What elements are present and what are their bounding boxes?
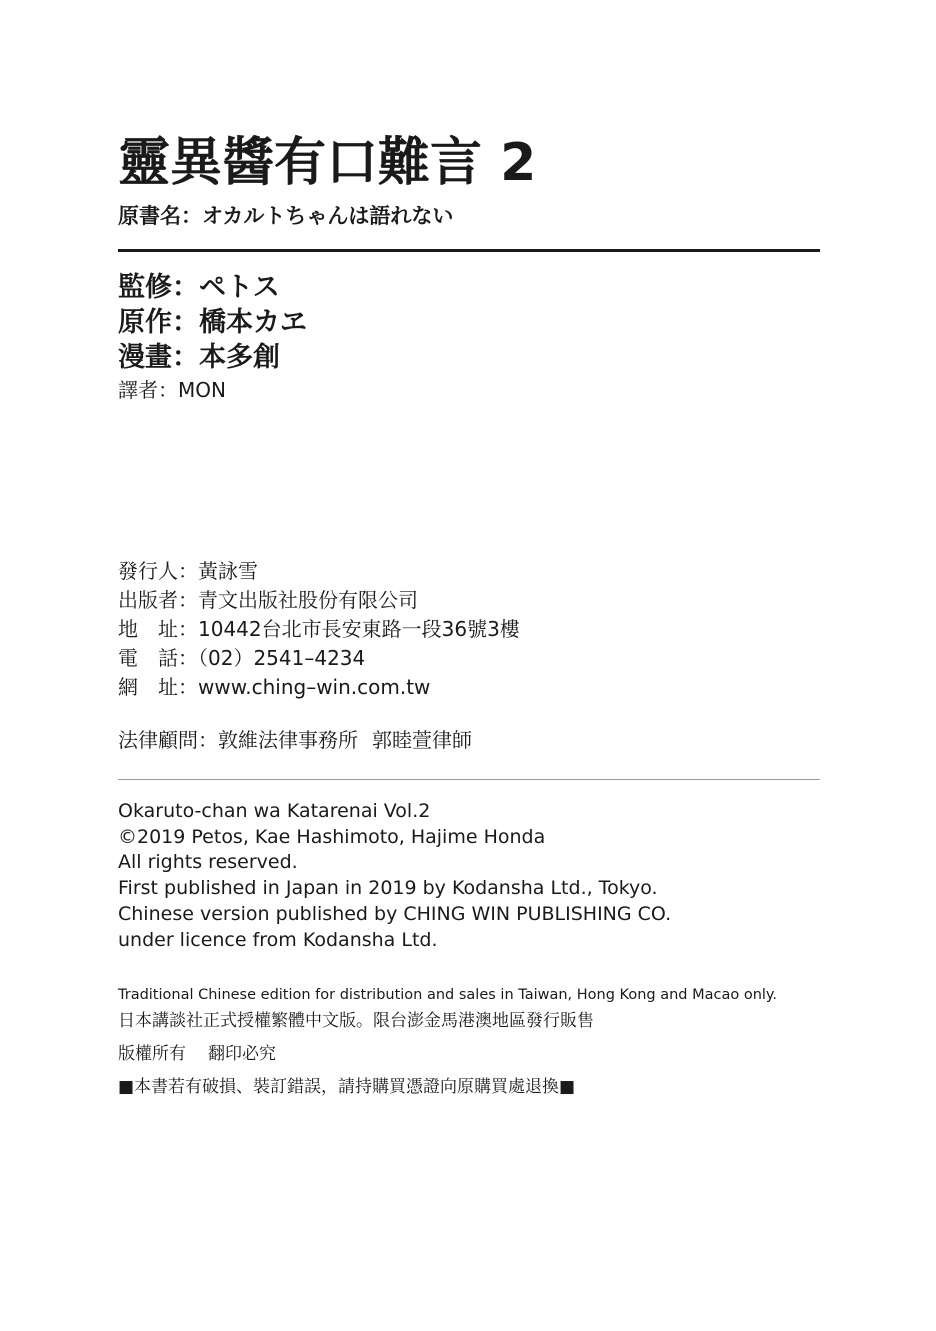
title-divider [118,249,820,252]
credit-translator: 譯者：MON [118,378,226,402]
legal-advisor [118,726,472,754]
distribution-english: Traditional Chinese edition for distribution and sales in Taiwan, Hong Kong and Macao only. [118,987,778,1003]
original-title: 原書名：オカルトちゃんは語れない [118,204,454,228]
credit-original-work: 原作：橋本カヱ [118,307,307,338]
english-credit-line: Okaruto-chan wa Katarenai Vol.2 [118,800,431,822]
copyright-page [118,0,820,1331]
english-credit-line: under licence from Kodansha Ltd. [118,928,438,951]
english-credit-line: Chinese version published by CHING WIN PUBLISHING CO. [118,902,672,925]
section-divider [118,779,820,780]
return-notice: ■本書若有破損、裝訂錯誤，請持購買憑證向原購買處退換■ [118,1077,576,1097]
rights-no-copy: 翻印必究 [208,1044,276,1064]
legal-advisor-firm: 法律顧問：敦維法律事務所 [118,728,358,752]
publishing-info [118,557,520,702]
book-title: 靈異醬有口難言 2 [118,133,537,193]
credits-block [118,270,307,375]
rights-notice [118,1042,276,1066]
publisher-name: 出版者：青文出版社股份有限公司 [118,588,418,612]
publisher-phone: 電 話：（02）2541–4234 [118,646,366,670]
legal-advisor-lawyer: 郭睦萱律師 [372,728,472,752]
distribution-chinese: 日本講談社正式授權繁體中文版。限台澎金馬港澳地區發行販售 [118,1011,594,1031]
publisher-address: 地 址：10442台北市長安東路一段36號3樓 [118,617,520,641]
english-credit-line: All rights reserved. [118,851,298,874]
publisher-website: 網 址：www.ching–win.com.tw [118,675,431,699]
english-credit-line: ©2019 Petos, Kae Hashimoto, Hajime Honda [118,825,546,848]
credit-supervision: 監修：ペトス [118,272,280,303]
english-credit-line: First published in Japan in 2019 by Kodansha Ltd., Tokyo. [118,877,658,900]
english-credits [118,799,671,953]
publisher-person: 發行人：黃詠雪 [118,559,258,583]
credit-manga: 漫畫：本多創 [118,342,280,373]
rights-reserved: 版權所有 [118,1044,186,1064]
